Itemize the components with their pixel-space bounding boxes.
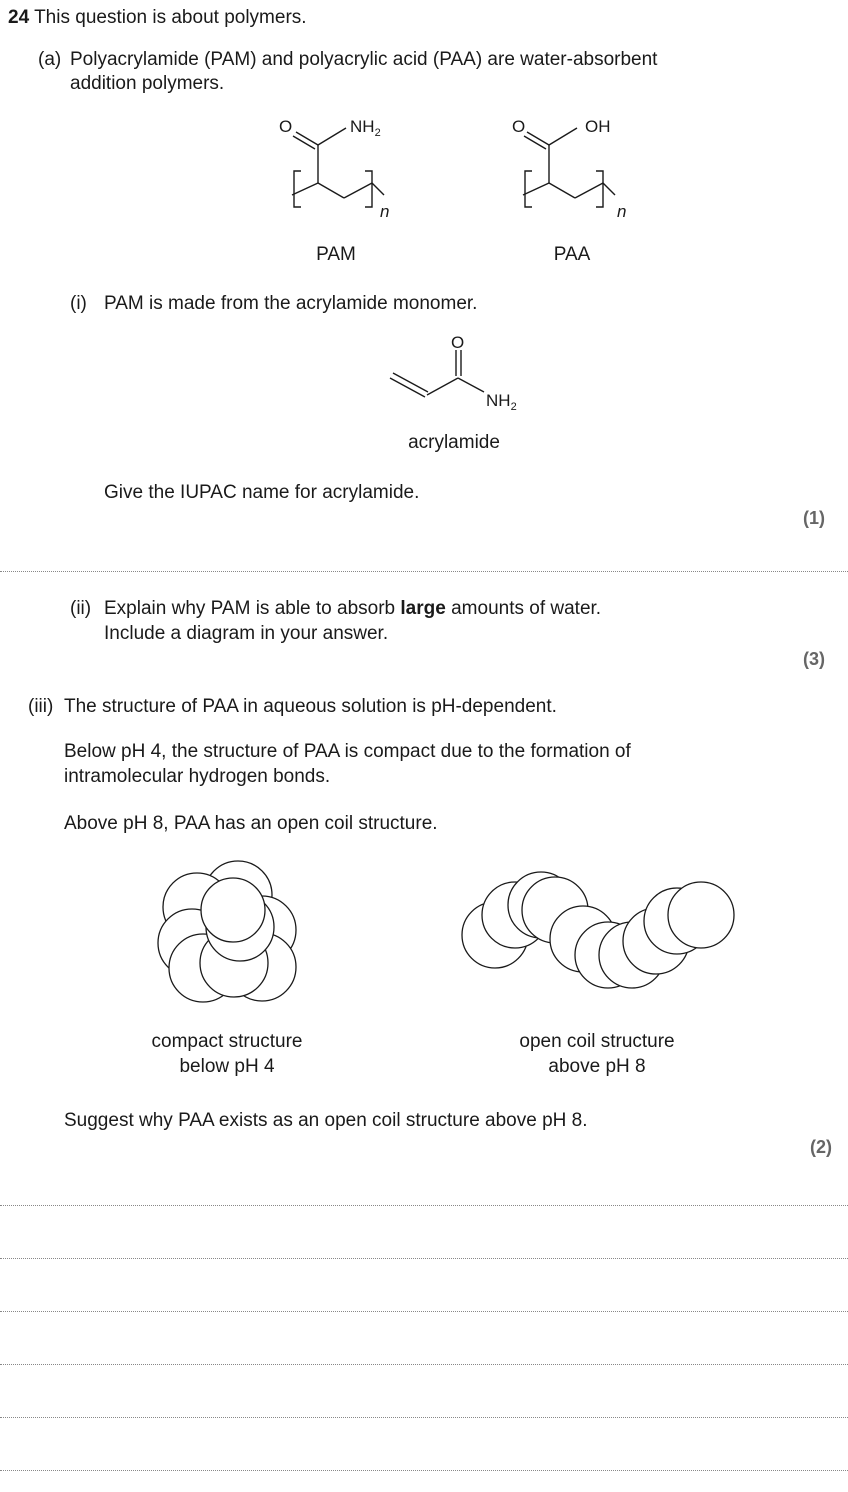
question-header	[8, 6, 307, 30]
part-iii-label: (iii)	[28, 696, 54, 717]
part-i-marks: (1)	[803, 508, 825, 528]
paa-repeat-n: n	[617, 202, 627, 221]
acrylamide-amine-label: $NH_2$	[486, 391, 517, 413]
part-i-label: (i)	[70, 293, 87, 314]
acrylamide-oxygen-label: O	[451, 333, 465, 352]
answer-line-1[interactable]	[0, 1205, 848, 1206]
part-iii-para2: Above pH 8, PAA has an open coil structure.	[64, 813, 438, 834]
paa-oxygen-label: O	[512, 117, 526, 136]
part-iii-para1-line1: Below pH 4, the structure of PAA is compact due to the formation of	[64, 741, 631, 762]
part-iii-task: Suggest why PAA exists as an open coil structure above pH 8.	[64, 1110, 588, 1131]
acrylamide-structure-diagram	[380, 328, 540, 418]
compact-structure-diagram	[150, 855, 310, 1010]
paa-caption: PAA	[553, 244, 591, 265]
paa-structure-diagram	[501, 105, 641, 221]
part-i-text: PAM is made from the acrylamide monomer.	[104, 293, 478, 314]
answer-line-2[interactable]	[0, 1258, 848, 1259]
paa-hydroxyl-group-label: OH	[585, 117, 611, 136]
question-number: 24	[8, 7, 30, 28]
answer-line-5[interactable]	[0, 1417, 848, 1418]
part-ii-label: (ii)	[70, 598, 92, 619]
answer-line-4[interactable]	[0, 1364, 848, 1365]
emphasis-large: large	[400, 598, 446, 619]
compact-caption-line1: compact structure	[151, 1031, 303, 1052]
question-stem: This question is about polymers.	[34, 7, 307, 28]
open-caption-line1: open coil structure	[519, 1031, 675, 1052]
acrylamide-caption: acrylamide	[408, 432, 500, 453]
pam-amide-group-label: $NH_2$	[350, 117, 381, 139]
answer-line-part-i[interactable]	[0, 571, 848, 572]
pam-repeat-n: n	[380, 202, 390, 221]
pam-oxygen-label: O	[279, 117, 293, 136]
answer-line-6[interactable]	[0, 1470, 848, 1471]
part-a-line1: Polyacrylamide (PAM) and polyacrylic acid (PAA) are water-absorbent	[70, 49, 658, 70]
part-i-task: Give the IUPAC name for acrylamide.	[104, 482, 420, 503]
part-ii-line2: Include a diagram in your answer.	[104, 623, 389, 644]
part-iii-para1-line2: intramolecular hydrogen bonds.	[64, 766, 331, 787]
pam-structure-diagram	[270, 105, 410, 221]
part-ii-marks: (3)	[803, 649, 825, 669]
open-caption-line2: above pH 8	[548, 1056, 646, 1077]
part-iii-line1: The structure of PAA in aqueous solution is pH-dependent.	[64, 696, 557, 717]
answer-line-3[interactable]	[0, 1311, 848, 1312]
part-ii-line1: Explain why PAM is able to absorb large amounts of water.	[104, 598, 602, 619]
part-a-label: (a)	[38, 49, 62, 70]
part-iii-marks: (2)	[810, 1137, 832, 1157]
pam-caption: PAM	[316, 244, 356, 265]
compact-caption-line2: below pH 4	[179, 1056, 275, 1077]
part-a-line2: addition polymers.	[70, 73, 225, 94]
open-coil-structure-diagram	[455, 865, 745, 995]
